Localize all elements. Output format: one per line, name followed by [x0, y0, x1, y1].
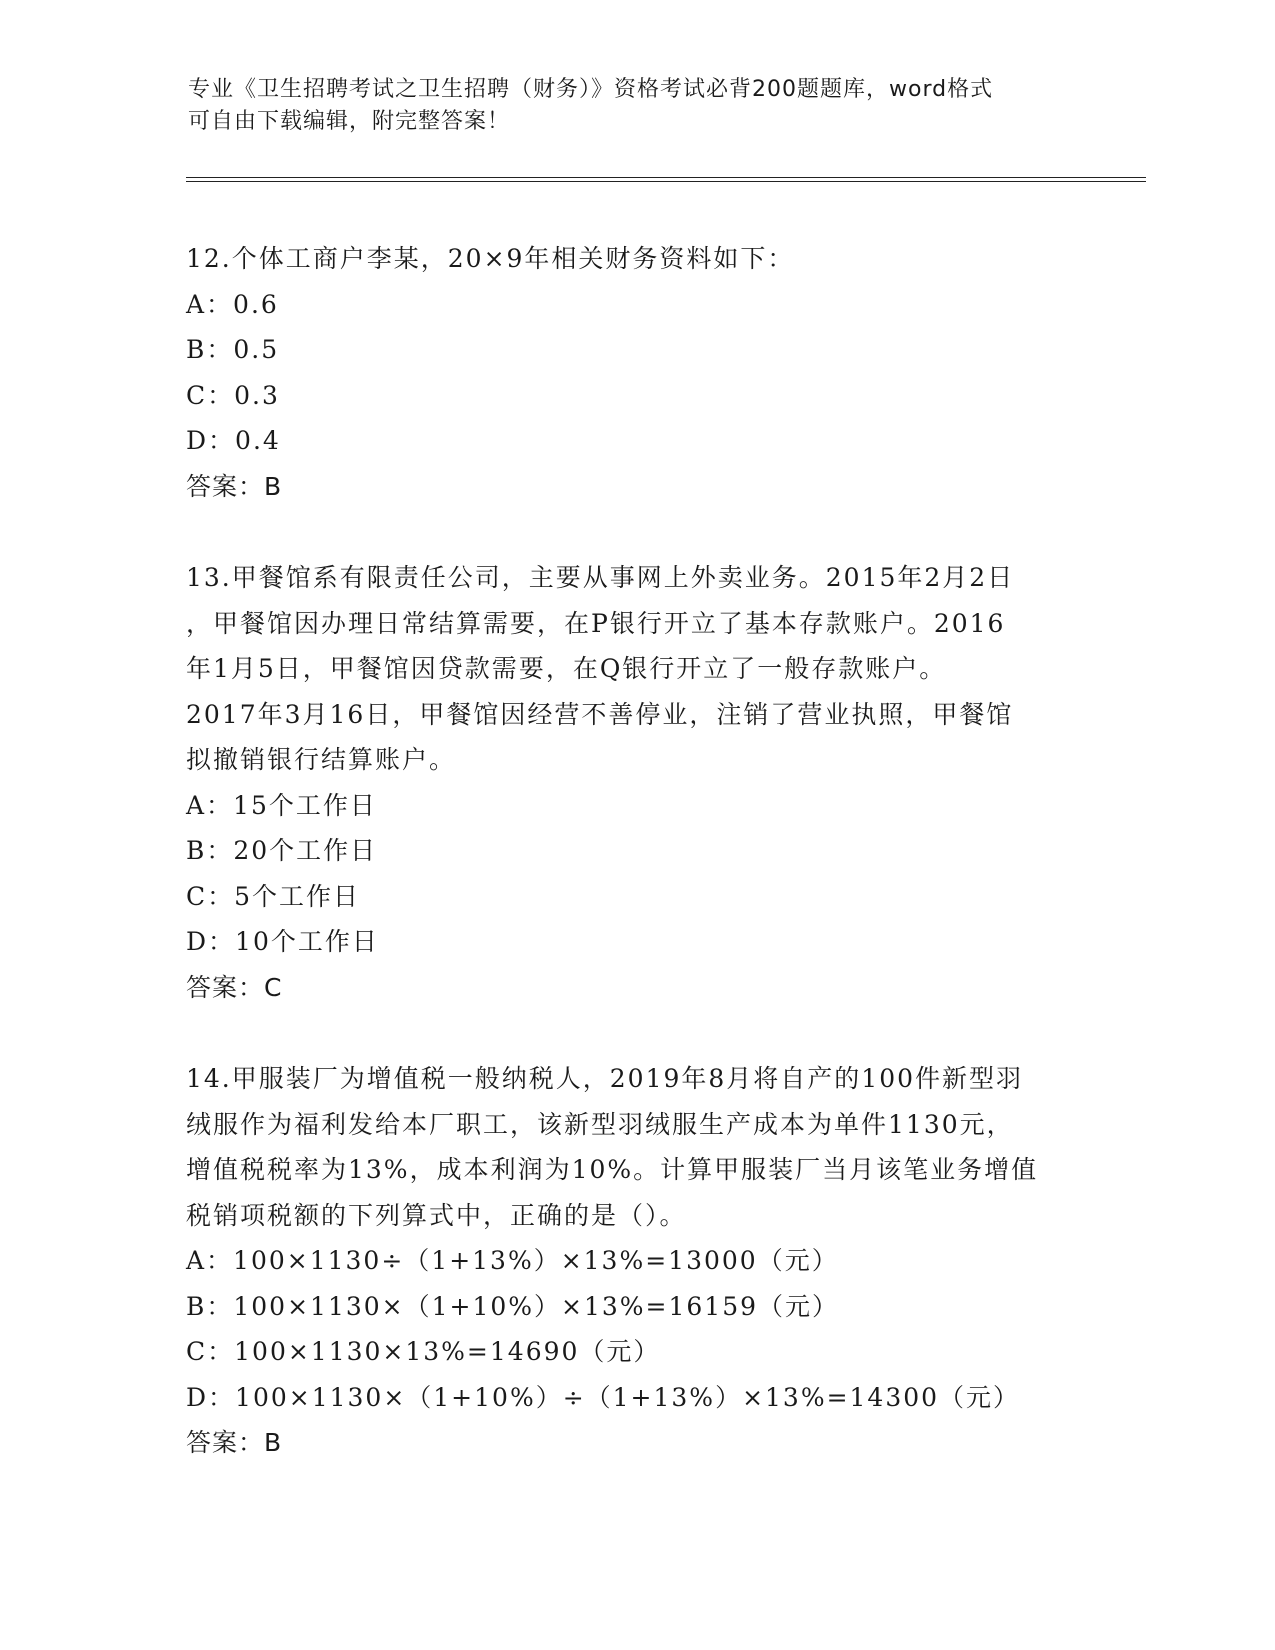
option-b: B：0.5 [186, 335, 280, 364]
question-13 [186, 555, 1086, 1010]
option-c: C：0.3 [186, 380, 280, 410]
option-d: D：0.4 [186, 426, 281, 455]
header-line-2: 可自由下载编辑，附完整答案！ [188, 109, 511, 134]
header-line-1: 专业《卫生招聘考试之卫生招聘（财务）》资格考试必背200题题库，word格式 [188, 77, 994, 102]
question-stem-line: 12.个体工商户李某，20×9年相关财务资料如下： [186, 244, 795, 273]
header-divider-bottom [186, 181, 1146, 182]
question-12 [186, 236, 1086, 509]
question-stem-line: 拟撤销银行结算账户。 [186, 745, 457, 774]
header-divider-top [186, 177, 1146, 178]
question-stem-line: 2017年3月16日，甲餐馆因经营不善停业，注销了营业执照，甲餐馆 [186, 699, 1014, 729]
option-a: A：100×1130÷（1+13%）×13%=13000（元） [186, 1246, 839, 1275]
option-a: A：0.6 [186, 289, 279, 319]
question-stem-line: ，甲餐馆因办理日常结算需要，在P银行开立了基本存款账户。2016 [186, 608, 1006, 638]
option-a: A：15个工作日 [186, 790, 377, 820]
option-c: C：100×1130×13%=14690（元） [186, 1337, 661, 1366]
document-header [188, 74, 1078, 138]
option-b: B：100×1130×（1+10%）×13%=16159（元） [186, 1291, 840, 1321]
option-c: C：5个工作日 [186, 881, 361, 911]
question-stem-line: 增值税税率为13%，成本利润为10%。计算甲服装厂当月该笔业务增值 [186, 1155, 1039, 1184]
question-stem-line: 14.甲服装厂为增值税一般纳税人，2019年8月将自产的100件新型羽 [186, 1064, 1024, 1093]
answer-line: 答案：C [186, 972, 283, 1002]
answer-line: 答案：B [186, 471, 283, 501]
answer-line: 答案：B [186, 1428, 283, 1457]
question-stem-line: 税销项税额的下列算式中，正确的是（）。 [186, 1200, 687, 1230]
option-d: D：100×1130×（1+10%）÷（1+13%）×13%=14300（元） [186, 1382, 1021, 1412]
question-stem-line: 绒服作为福利发给本厂职工，该新型羽绒服生产成本为单件1130元， [186, 1109, 1014, 1139]
question-stem-line: 13.甲餐馆系有限责任公司，主要从事网上外卖业务。2015年2月2日 [186, 563, 1015, 592]
question-stem-line: 年1月5日，甲餐馆因贷款需要，在Q银行开立了一般存款账户。 [186, 654, 947, 683]
option-b: B：20个工作日 [186, 836, 378, 865]
question-list [186, 236, 1086, 1512]
option-d: D：10个工作日 [186, 927, 379, 956]
question-14 [186, 1056, 1086, 1466]
